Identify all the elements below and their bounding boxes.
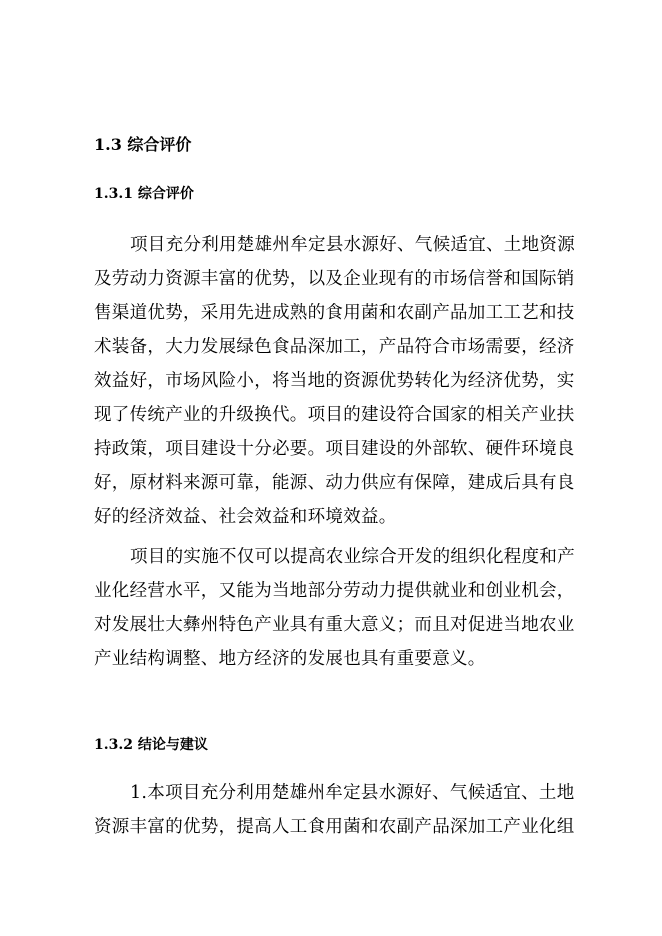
paragraph-line: 产业结构调整、地方经济的发展也具有重要意义。 xyxy=(94,649,486,669)
paragraph-line: 项目的实施不仅可以提高农业综合开发的组织化程度和产 xyxy=(130,547,575,567)
paragraph-line: 及劳动力资源丰富的优势，以及企业现有的市场信誉和国际销 xyxy=(94,269,575,289)
paragraph-line: 好的经济效益、社会效益和环境效益。 xyxy=(94,507,397,527)
paragraph-line: 资源丰富的优势，提高人工食用菌和农副产品深加工产业化组 xyxy=(94,817,575,837)
paragraph-line: 好，原材料来源可靠，能源、动力供应有保障，建成后具有良 xyxy=(94,473,575,493)
paragraph-line: 1.本项目充分利用楚雄州牟定县水源好、气候适宜、土地 xyxy=(130,783,575,803)
paragraph-conclusion-1 xyxy=(94,776,576,844)
section-heading: 1.3 综合评价 xyxy=(94,135,192,154)
paragraph-line: 项目充分利用楚雄州牟定县水源好、气候适宜、土地资源 xyxy=(130,235,575,255)
paragraph-line: 持政策，项目建设十分必要。项目建设的外部软、硬件环境良 xyxy=(94,439,575,459)
paragraph-evaluation-1 xyxy=(94,228,576,534)
paragraph-line: 效益好，市场风险小，将当地的资源优势转化为经济优势，实 xyxy=(94,371,575,391)
paragraph-line: 对发展壮大彝州特色产业具有重大意义；而且对促进当地农业 xyxy=(94,615,575,635)
paragraph-line: 术装备，大力发展绿色食品深加工，产品符合市场需要，经济 xyxy=(94,337,575,357)
subsection-heading-comprehensive-evaluation: 1.3.1 综合评价 xyxy=(94,186,194,202)
subsection-heading-conclusions: 1.3.2 结论与建议 xyxy=(94,737,208,753)
paragraph-line: 售渠道优势，采用先进成熟的食用菌和农副产品加工工艺和技 xyxy=(94,303,575,323)
paragraph-evaluation-2 xyxy=(94,540,576,676)
paragraph-line: 现了传统产业的升级换代。项目的建设符合国家的相关产业扶 xyxy=(94,405,575,425)
paragraph-line: 业化经营水平，又能为当地部分劳动力提供就业和创业机会， xyxy=(94,581,575,601)
